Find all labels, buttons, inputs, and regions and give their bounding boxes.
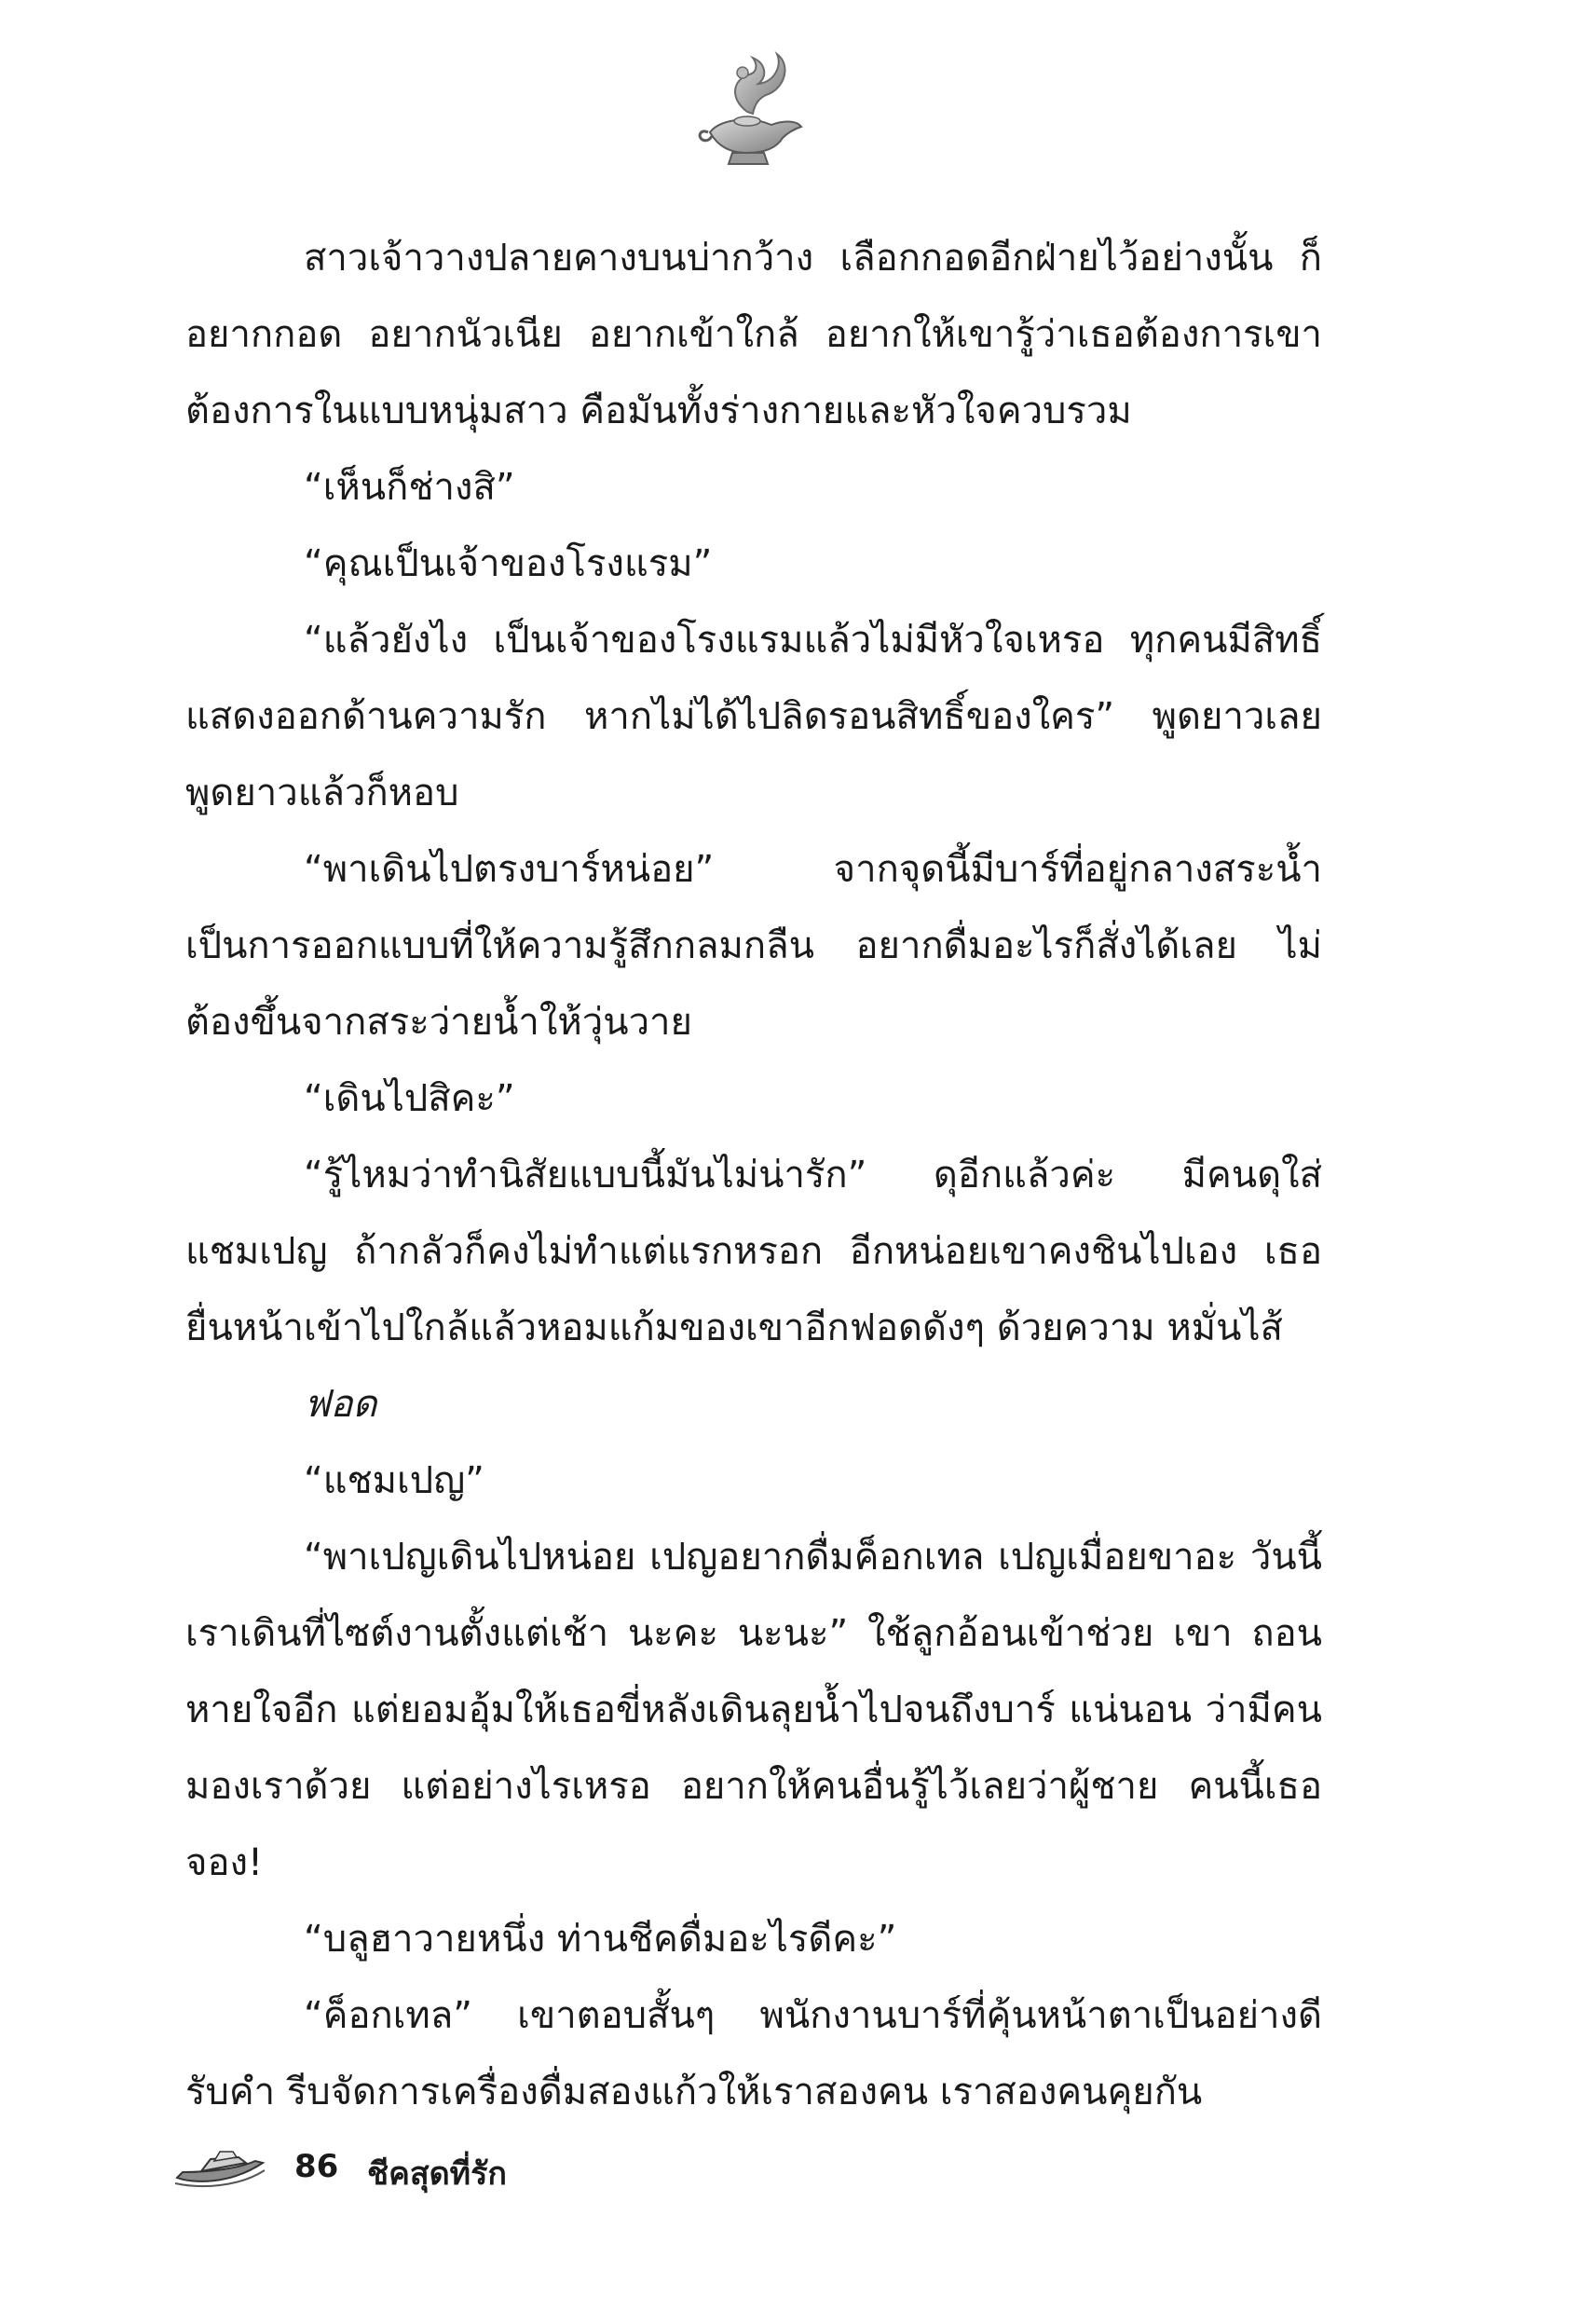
genie-lamp-icon [691, 47, 812, 177]
paragraph-italic: ฟอด [304, 1383, 377, 1426]
page-number: 86 [294, 2148, 339, 2185]
page-footer [173, 2139, 919, 2204]
yacht-icon [173, 2146, 266, 2191]
book-title: ชีคสุดที่รัก [367, 2155, 507, 2193]
paragraph: “เดินไปสิคะ” [304, 1077, 515, 1120]
paragraph: “ค็อกเทล” เขาตอบสั้นๆ พนักงานบาร์ที่คุ้นหน้าตาเป็นอย่างดี รับคำ รีบจัดการเครื่องดื่มสองแก้วให้เราสองคน เราสองคนคุยกัน [185, 1994, 1322, 2113]
paragraph: “คุณเป็นเจ้าของโรงแรม” [304, 542, 713, 585]
paragraph: “แล้วยังไง เป็นเจ้าของโรงแรมแล้วไม่มีหัวใจเหรอ ทุกคนมีสิทธิ์ แสดงออกด้านความรัก หากไม่ได้ไปลิดรอนสิทธิ์ของใคร” พูดยาวเลย พูดยาวแล้วก็หอบ [185, 619, 1322, 814]
paragraph: “แชมเปญ” [304, 1459, 484, 1502]
paragraph: สาวเจ้าวางปลายคางบนบ่ากว้าง เลือกกอดอีกฝ่ายไว้อย่างนั้น ก็อยากกอด อยากนัวเนีย อยากเข้าใกล้ อยากให้เขารู้ว่าเธอต้องการเขา ต้องการในแบบหนุ่มสาว คือมันทั้งร่างกายและหัวใจควบรวม [185, 237, 1322, 432]
paragraph: “พาเปญเดินไปหน่อย เปญอยากดื่มค็อกเทล เปญเมื่อยขาอะ วันนี้เราเดินที่ไซต์งานตั้งแต่เช้า นะคะ นะนะ” ใช้ลูกอ้อนเข้าช่วย เขา ถอนหายใจอีก แต่ยอมอุ้มให้เธอขี่หลังเดินลุยน้ำไปจนถึงบาร์ แน่นอน ว่ามีคนมองเราด้วย แต่อย่างไรเหรอ อยากให้คนอื่นรู้ไว้เลยว่าผู้ชาย คนนี้เธอจอง! [185, 1536, 1322, 1884]
paragraph: “เห็นก็ช่างสิ” [304, 466, 515, 509]
paragraph: “รู้ไหมว่าทำนิสัยแบบนี้มันไม่น่ารัก” ดุอีกแล้วค่ะ มีคนดุใส่ แชมเปญ ถ้ากลัวก็คงไม่ทำแต่แรกหรอก อีกหน่อยเขาคงชินไปเอง เธอยื่นหน้าเข้าไปใกล้แล้วหอมแก้มของเขาอีกฟอดดังๆ ด้วยความ หมั่นไส้ [185, 1154, 1322, 1349]
paragraph: “บลูฮาวายหนึ่ง ท่านชีคดื่มอะไรดีคะ” [304, 1918, 897, 1961]
paragraph: “พาเดินไปตรงบาร์หน่อย” จากจุดนี้มีบาร์ที่อยู่กลางสระน้ำ เป็นการออกแบบที่ให้ความรู้สึกกลมกลืน อยากดื่มอะไรก็สั่งได้เลย ไม่ต้องขึ้นจากสระว่ายน้ำให้วุ่นวาย [185, 848, 1322, 1044]
body-text [185, 220, 1322, 2130]
